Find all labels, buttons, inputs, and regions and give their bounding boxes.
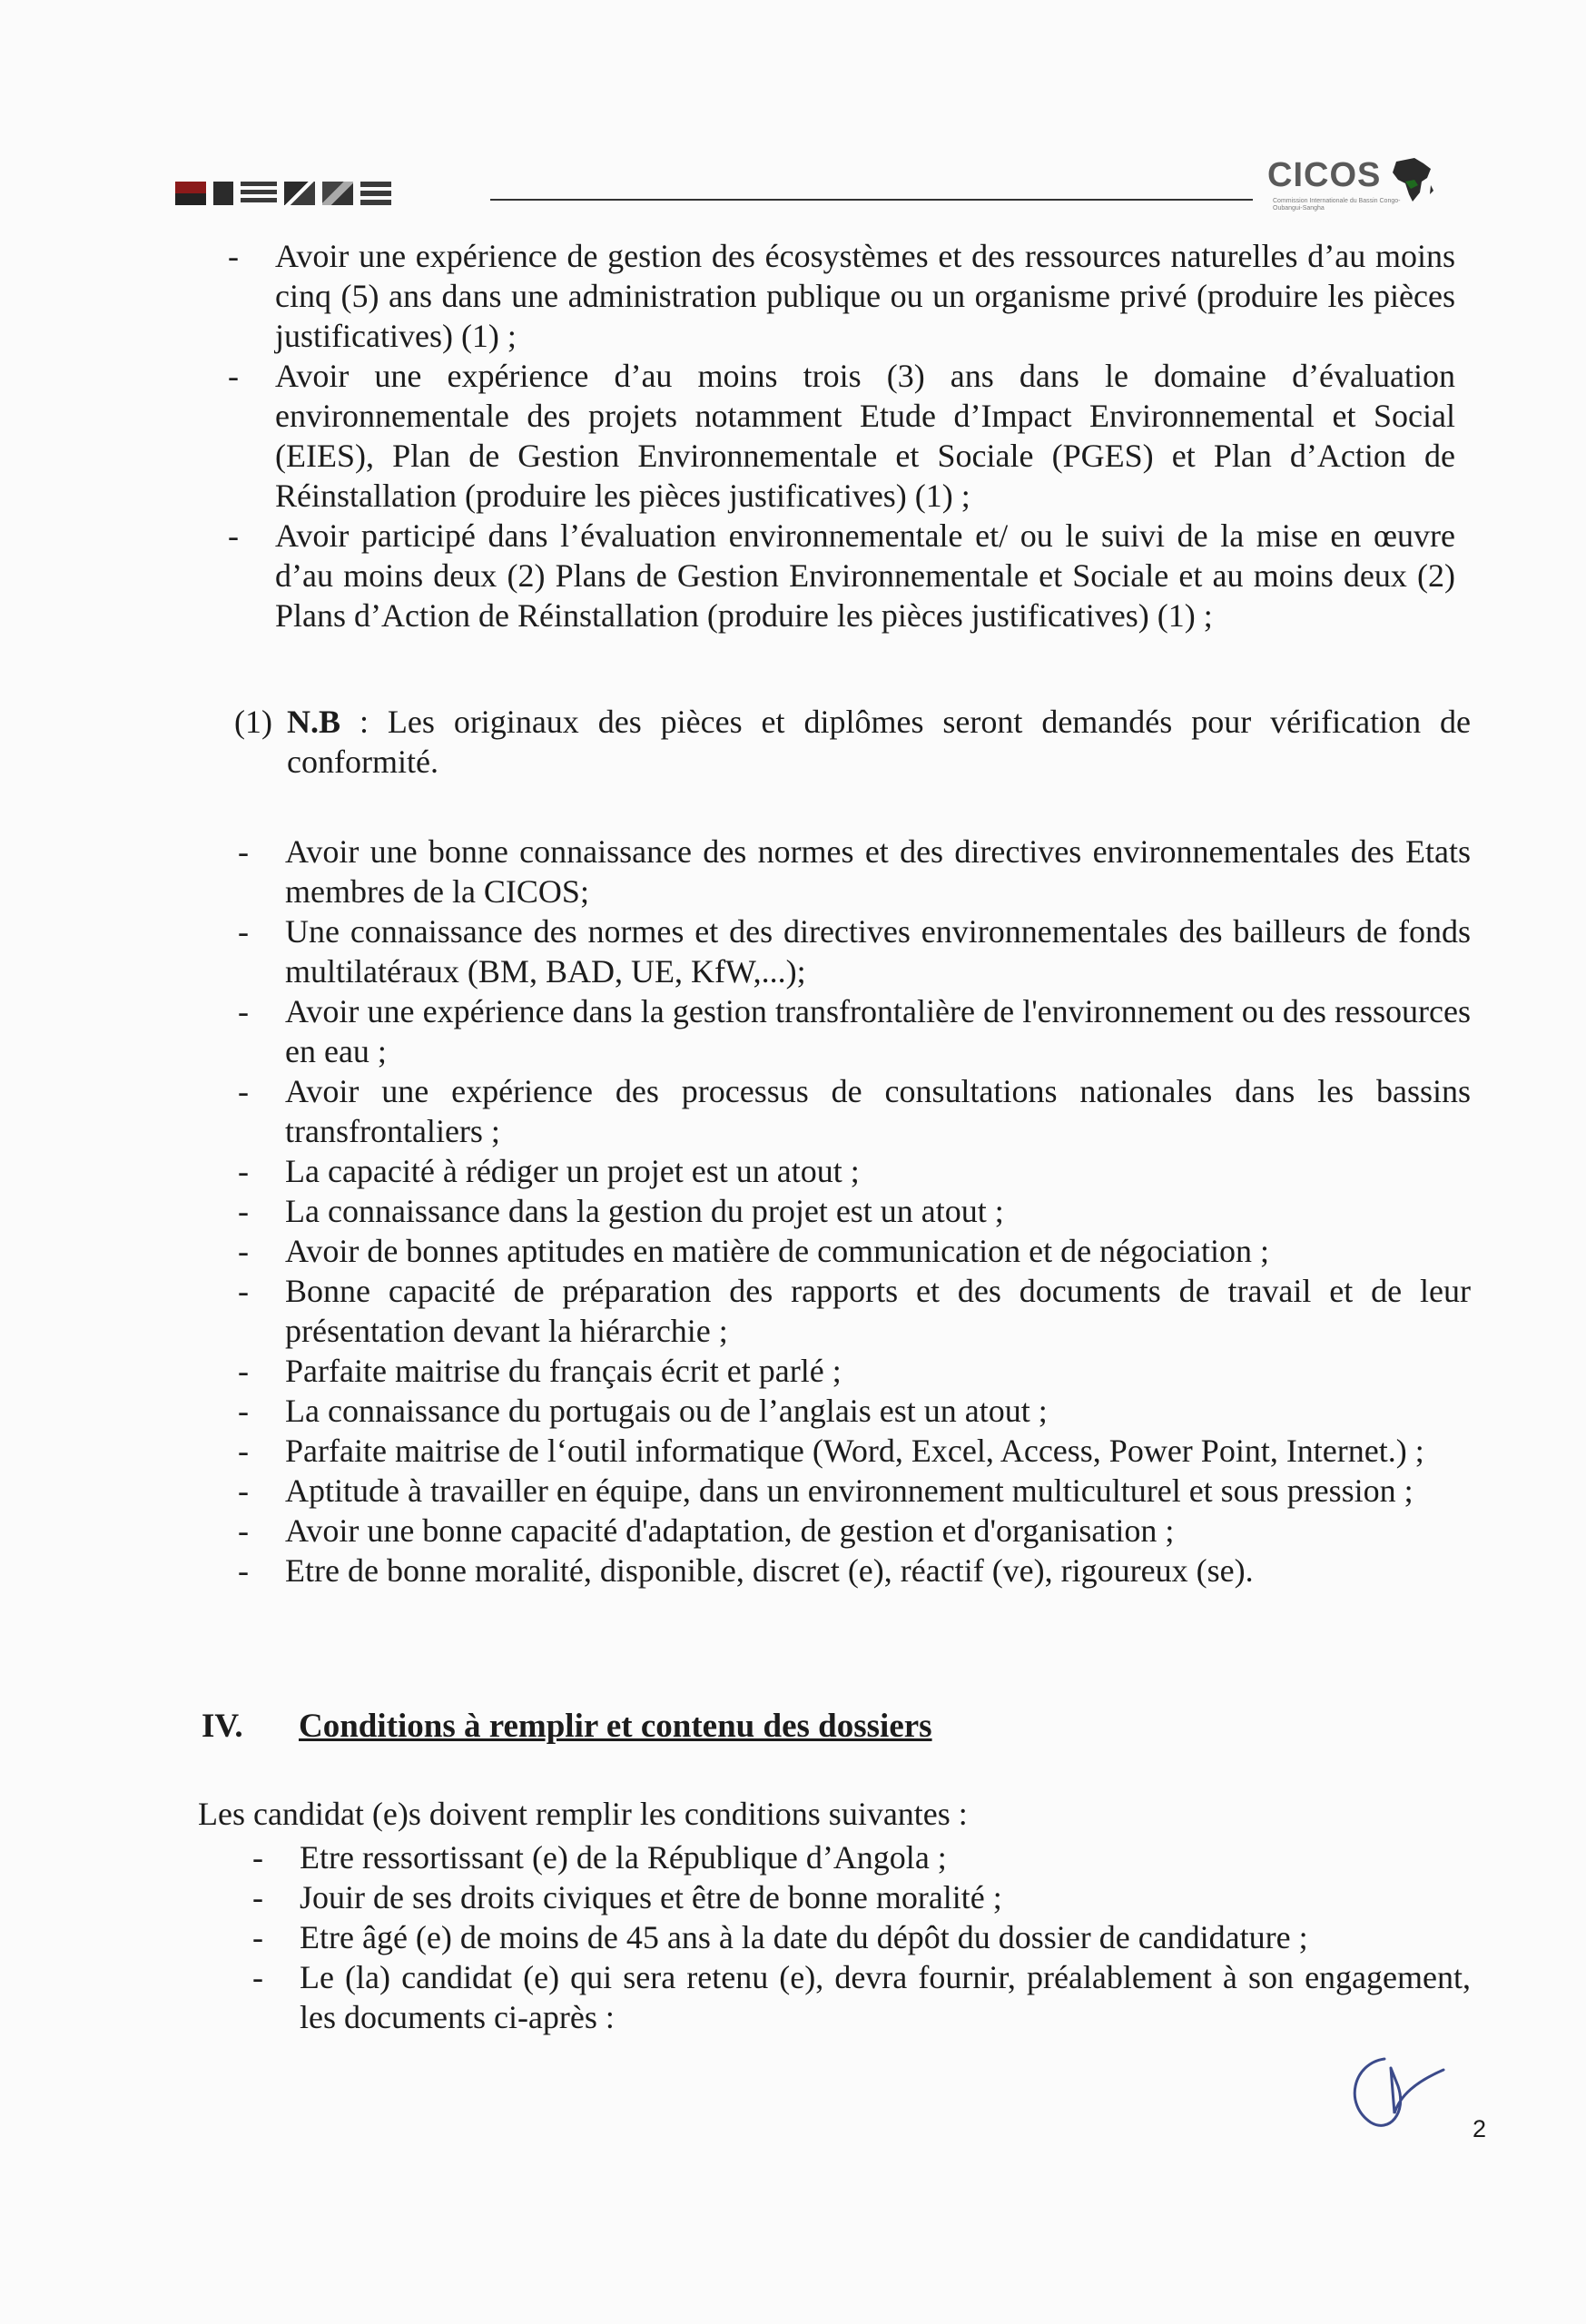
signature-initials — [1335, 2050, 1471, 2141]
note-label: N.B — [287, 704, 341, 740]
flag-icon — [241, 182, 277, 205]
list-item: - Aptitude à travailler en équipe, dans un environnement multiculturel et sous pression ; — [238, 1472, 1414, 1509]
list-item: - La connaissance dans la gestion du projet est un atout ; — [238, 1193, 1004, 1229]
conditions-list — [252, 1837, 1471, 2037]
flag-icon — [284, 182, 315, 205]
flag-icon — [322, 182, 353, 205]
list-item: - Etre ressortissant (e) de la République d’Angola ; — [252, 1839, 947, 1876]
requirements-list-2 — [238, 832, 1471, 1590]
flag-icon — [360, 182, 391, 205]
list-item: - Une connaissance des normes et des directives environnementales des bailleurs de fonds multilatéraux (BM, BAD, UE, KfW,...); — [238, 913, 1471, 990]
note-number: (1) — [234, 704, 272, 740]
list-item: - Etre de bonne moralité, disponible, discret (e), réactif (ve), rigoureux (se). — [238, 1552, 1254, 1589]
note-text: : Les originaux des pièces et diplômes seront demandés pour vérification de conformité. — [287, 704, 1471, 780]
list-item: - La connaissance du portugais ou de l’anglais est un atout ; — [238, 1393, 1048, 1429]
list-item: - Jouir de ses droits civiques et être de bonne moralité ; — [252, 1879, 1002, 1915]
list-item: - La capacité à rédiger un projet est un atout ; — [238, 1153, 860, 1189]
logo-text: CICOS — [1267, 156, 1382, 194]
section-title: Conditions à remplir et contenu des dossiers — [299, 1708, 932, 1745]
section-heading — [202, 1707, 932, 1747]
cicos-logo — [1267, 156, 1449, 220]
flag-icon — [175, 182, 206, 205]
list-item: - Avoir participé dans l’évaluation environnementale et/ ou le suivi de la mise en œuvre d’au moins deux (2) Plans de Gestion Environnementale et Sociale et au moins deux (2) Plans d’Action de Réinstallation (produire les pièces justificatives) (1) ; — [228, 517, 1455, 634]
list-item: - Avoir une expérience dans la gestion transfrontalière de l'environnement ou des ressources en eau ; — [238, 993, 1471, 1069]
member-states-flags — [175, 180, 391, 207]
list-item: - Le (la) candidat (e) qui sera retenu (e), devra fournir, préalablement à son engagement, les documents ci-après : — [252, 1959, 1471, 2035]
section-number: IV. — [202, 1708, 243, 1745]
header-rule — [490, 199, 1253, 201]
list-item: - Avoir une bonne connaissance des normes et des directives environnementales des Etats membres de la CICOS; — [238, 833, 1471, 910]
nb-note — [234, 702, 1471, 782]
list-item: - Avoir une bonne capacité d'adaptation, de gestion et d'organisation ; — [238, 1512, 1175, 1549]
logo-subtext: Commission Internationale du Bassin Congo-Oubangui-Sangha — [1273, 198, 1401, 212]
page-header — [0, 0, 1586, 236]
list-item: - Etre âgé (e) de moins de 45 ans à la date du dépôt du dossier de candidature ; — [252, 1919, 1308, 1955]
page-number: 2 — [1473, 2115, 1487, 2142]
list-item: - Avoir une expérience des processus de consultations nationales dans les bassins transfrontaliers ; — [238, 1073, 1471, 1149]
list-item: - Bonne capacité de préparation des rapports et des documents de travail et de leur présentation devant la hiérarchie ; — [238, 1273, 1471, 1349]
requirements-list-1 — [228, 236, 1455, 635]
list-item: - Avoir une expérience d’au moins trois (3) ans dans le domaine d’évaluation environnementale des projets notamment Etude d’Impact Environnemental et Social (EIES), Plan de Gestion Environnementale et Sociale (PGES) et Plan d’Action de Réinstallation (produire les pièces justificatives) (1) ; — [228, 358, 1455, 514]
flag-icon — [213, 182, 233, 205]
africa-map-icon — [1387, 154, 1438, 205]
list-item: - Parfaite maitrise du français écrit et parlé ; — [238, 1353, 842, 1389]
conditions-intro: Les candidat (e)s doivent remplir les conditions suivantes : — [198, 1796, 968, 1832]
list-item: - Avoir de bonnes aptitudes en matière de communication et de négociation ; — [238, 1233, 1269, 1269]
list-item: - Parfaite maitrise de l‘outil informatique (Word, Excel, Access, Power Point, Internet.) ; — [238, 1433, 1424, 1469]
list-item: - Avoir une expérience de gestion des écosystèmes et des ressources naturelles d’au moins cinq (5) ans dans une administration publique ou un organisme privé (produire les pièces justificatives) (1) ; — [228, 238, 1455, 354]
